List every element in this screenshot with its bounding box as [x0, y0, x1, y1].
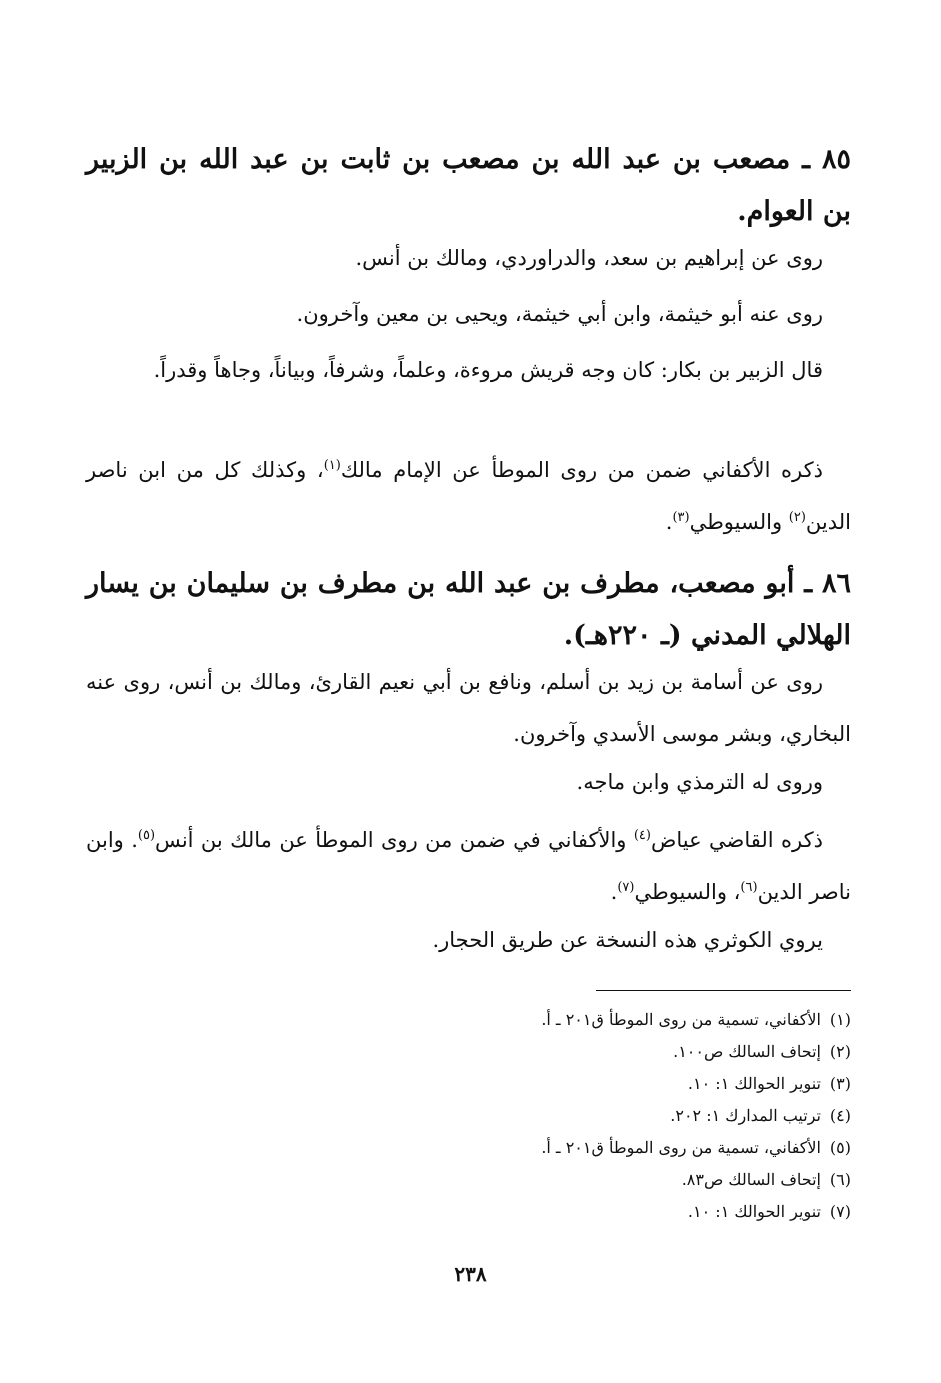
footnotes — [86, 1004, 851, 1228]
entry-86-mention — [86, 814, 851, 918]
text-segment: ، والسيوطي — [634, 880, 741, 904]
footnote-number: (٣) — [829, 1074, 851, 1093]
footnote-ref: (٧) — [617, 880, 635, 895]
footnote-number: (٥) — [829, 1138, 851, 1157]
entry-85-narrated-from: روى عن إبراهيم بن سعد، والدراوردي، ومالك بن أنس. — [355, 246, 823, 270]
entry-85-mention — [86, 444, 851, 548]
entry-86-heading: ٨٦ ـ أبو مصعب، مطرف بن عبد الله بن مطرف بن سليمان بن يسار الهلالي المدني (ـ ٢٢٠هـ). — [86, 568, 851, 651]
footnote-item — [86, 1036, 851, 1068]
footnote-text: تنوير الحوالك ١: ١٠. — [687, 1074, 821, 1093]
footnote-number: (٤) — [829, 1106, 851, 1125]
footnote-ref: (١) — [323, 458, 341, 473]
footnote-item — [86, 1196, 851, 1228]
footnote-item — [86, 1164, 851, 1196]
footnote-item — [86, 1004, 851, 1036]
text-segment: ذكره القاضي عياض — [650, 828, 823, 852]
entry-86-narrated-by: وروى له الترمذي وابن ماجه. — [576, 770, 823, 794]
text-segment: والسيوطي — [689, 510, 789, 534]
entry-86-narrated-from: روى عن أسامة بن زيد بن أسلم، ونافع بن أبي نعيم القارئ، ومالك بن أنس، روى عنه البخاري، وبشر موسى الأسدي وآخرون. — [86, 670, 851, 746]
footnote-number: (١) — [829, 1010, 851, 1029]
footnote-number: (٢) — [829, 1042, 851, 1061]
footnote-text: إتحاف السالك ص١٠٠. — [673, 1042, 821, 1061]
entry-85-quote: قال الزبير بن بكار: كان وجه قريش مروءة، وعلماً، وشرفاً، وبياناً، وجاهاً وقدراً. — [153, 358, 823, 382]
footnote-number: (٧) — [829, 1202, 851, 1221]
footnote-ref: (٣) — [672, 510, 690, 525]
text-segment: . — [610, 880, 618, 904]
footnote-item — [86, 1100, 851, 1132]
entry-85-narrated-by: روى عنه أبو خيثمة، وابن أبي خيثمة، ويحيى بن معين وآخرون. — [296, 302, 823, 326]
text-segment: . — [665, 510, 673, 534]
text-segment: والأكفاني في ضمن من روى الموطأ عن مالك بن أنس — [155, 828, 634, 852]
page-number: ٢٣٨ — [454, 1262, 487, 1286]
text-segment: ، وكذلك كل من ابن ناصر الدين — [86, 458, 851, 534]
footnote-item — [86, 1068, 851, 1100]
footnote-number: (٦) — [829, 1170, 851, 1189]
entry-86-transmission: يروي الكوثري هذه النسخة عن طريق الحجار. — [432, 928, 823, 952]
footnote-ref: (٤) — [633, 828, 651, 843]
footnote-ref: (٥) — [137, 828, 156, 843]
footnote-text: ترتيب المدارك ١: ٢٠٢. — [670, 1106, 821, 1125]
footnote-text: تنوير الحوالك ١: ١٠. — [687, 1202, 821, 1221]
footnote-text: الأكفاني، تسمية من روى الموطأ ق٢٠١ ـ أ. — [541, 1138, 821, 1157]
footnote-text: الأكفاني، تسمية من روى الموطأ ق٢٠١ ـ أ. — [541, 1010, 821, 1029]
footnote-divider — [596, 990, 851, 991]
footnote-item — [86, 1132, 851, 1164]
text-segment: ذكره الأكفاني ضمن من روى الموطأ عن الإمام مالك — [340, 458, 823, 482]
entry-85-heading: ٨٥ ـ مصعب بن عبد الله بن مصعب بن ثابت بن عبد الله بن الزبير بن العوام. — [86, 144, 851, 227]
footnote-ref: (٢) — [788, 510, 806, 525]
footnote-ref: (٦) — [740, 880, 758, 895]
text-segment: . وابن ناصر الدين — [86, 828, 851, 904]
footnote-text: إتحاف السالك ص٨٣. — [681, 1170, 821, 1189]
